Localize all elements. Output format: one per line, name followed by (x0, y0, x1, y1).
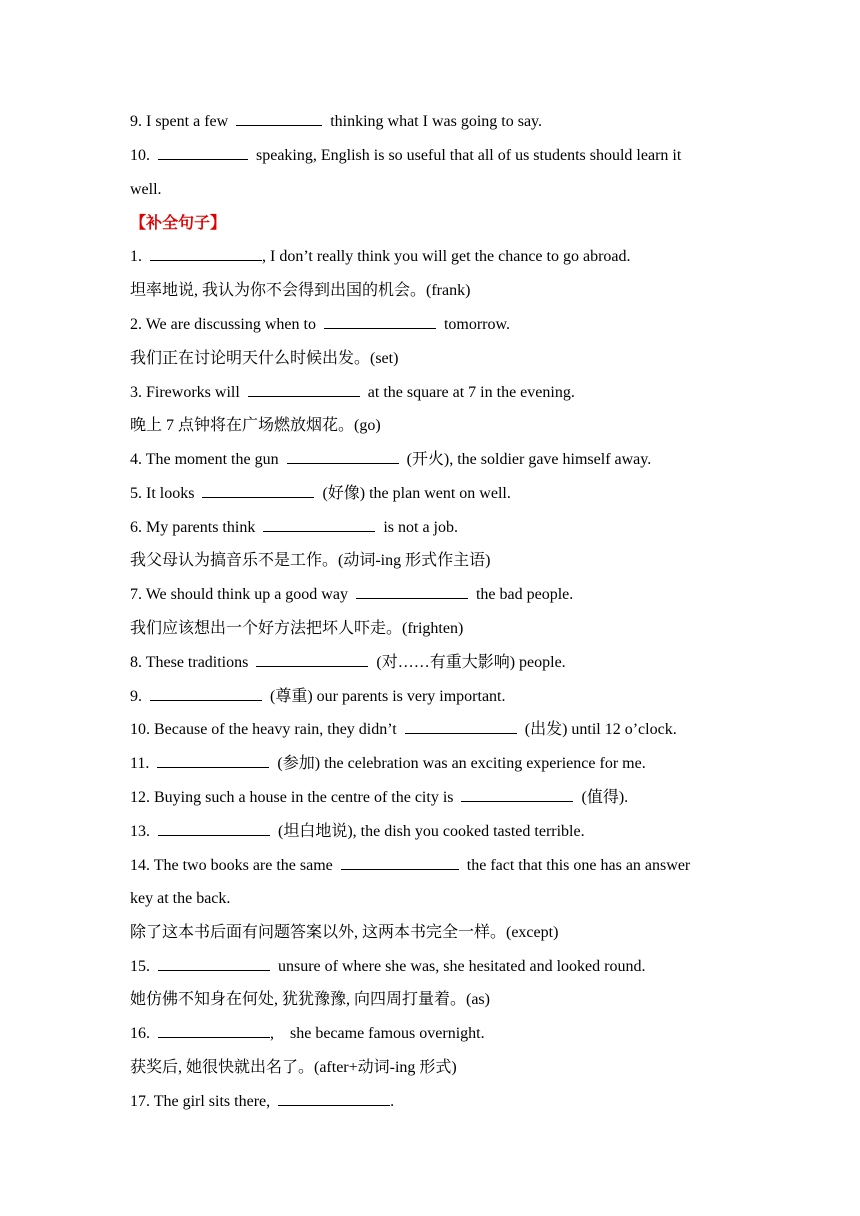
answer-blank[interactable] (150, 259, 262, 261)
sentence-15 (130, 956, 645, 978)
sentence-text-before: 16. (130, 1025, 150, 1042)
sentence-7 (130, 584, 573, 606)
answer-blank[interactable] (248, 395, 360, 397)
sentence-text-before: 7. We should think up a good way (130, 586, 348, 603)
sentence-text-after: (对……有重大影响) people. (376, 654, 566, 671)
item-text-after: speaking, English is so useful that all of us students should learn it (256, 147, 682, 164)
sentence-8 (130, 652, 566, 674)
answer-blank[interactable] (278, 1104, 390, 1106)
word-item-10-continuation (130, 179, 162, 201)
sentence-text-after: (出发) until 12 o’clock. (524, 721, 677, 738)
sentence-11 (130, 753, 646, 775)
answer-blank[interactable] (236, 124, 322, 126)
sentence-text-after: (好像) the plan went on well. (322, 485, 511, 502)
answer-blank[interactable] (263, 530, 375, 532)
sentence-text-after: unsure of where she was, she hesitated and looked round. (278, 958, 646, 975)
sentence-17 (130, 1091, 394, 1113)
answer-blank[interactable] (158, 158, 248, 160)
answer-blank[interactable] (324, 327, 436, 329)
sentence-13 (130, 821, 585, 843)
sentence-text-after: (开火), the soldier gave himself away. (406, 451, 652, 468)
word-item-10 (130, 145, 681, 167)
section-title: 【补全句子】 (130, 213, 227, 232)
sentence-6-hint: 我父母认为搞音乐不是工作。(动词-ing 形式作主语) (130, 552, 491, 569)
item-number: 9. (130, 113, 142, 130)
sentence-text-after: the bad people. (475, 586, 574, 603)
sentence-text-after: (参加) the celebration was an exciting experience for me. (277, 755, 646, 772)
sentence-text-before: 8. These traditions (130, 654, 249, 671)
answer-blank[interactable] (341, 868, 459, 870)
sentence-15-hint: 她仿佛不知身在何处, 犹犹豫豫, 向四周打量着。(as) (130, 991, 490, 1008)
sentence-text-after: is not a job. (383, 519, 458, 536)
sentence-text-after: tomorrow. (443, 316, 510, 333)
sentence-14 (130, 855, 690, 877)
sentence-text-after: (尊重) our parents is very important. (270, 688, 506, 705)
sentence-text-before: 13. (130, 823, 150, 840)
answer-blank[interactable] (158, 1036, 270, 1038)
sentence-2 (130, 314, 510, 336)
sentence-text-before: 10. Because of the heavy rain, they didn’t (130, 721, 397, 738)
word-item-9 (130, 111, 542, 133)
sentence-text-before: 15. (130, 958, 150, 975)
sentence-text-before: 11. (130, 755, 150, 772)
sentence-text-after: , she became famous overnight. (270, 1025, 485, 1042)
item-text-after: thinking what I was going to say. (330, 113, 543, 130)
sentence-3 (130, 382, 575, 404)
item-text-before: I spent a few (146, 113, 229, 130)
sentence-12 (130, 787, 628, 809)
sentence-7-hint: 我们应该想出一个好方法把坏人吓走。(frighten) (130, 620, 464, 637)
sentence-16-hint: 获奖后, 她很快就出名了。(after+动词-ing 形式) (130, 1059, 457, 1076)
sentence-text-before: 5. It looks (130, 485, 195, 502)
sentence-14-hint: 除了这本书后面有问题答案以外, 这两本书完全一样。(except) (130, 924, 559, 941)
sentence-text-after: the fact that this one has an answer (466, 857, 691, 874)
sentence-text-after: (坦白地说), the dish you cooked tasted terrible. (278, 823, 585, 840)
sentence-10 (130, 719, 677, 741)
sentence-text-before: 9. (130, 688, 142, 705)
sentence-6 (130, 517, 458, 539)
answer-blank[interactable] (356, 597, 468, 599)
sentence-text-before: 4. The moment the gun (130, 451, 279, 468)
answer-blank[interactable] (157, 766, 269, 768)
sentence-text-before: 17. The girl sits there, (130, 1093, 271, 1110)
sentence-text-after: (值得). (581, 789, 629, 806)
sentence-text-before: 12. Buying such a house in the centre of the city is (130, 789, 454, 806)
answer-blank[interactable] (256, 665, 368, 667)
item-number: 10. (130, 147, 150, 164)
answer-blank[interactable] (461, 800, 573, 802)
sentence-4 (130, 449, 651, 471)
sentence-text-before: 2. We are discussing when to (130, 316, 316, 333)
sentence-text-before: 14. The two books are the same (130, 857, 333, 874)
sentence-9 (130, 686, 506, 708)
sentence-text-after: . (390, 1093, 395, 1110)
sentence-text-before: 1. (130, 248, 142, 265)
sentence-1-hint: 坦率地说, 我认为你不会得到出国的机会。(frank) (130, 282, 471, 299)
sentence-text-before: 6. My parents think (130, 519, 256, 536)
answer-blank[interactable] (405, 732, 517, 734)
answer-blank[interactable] (158, 834, 270, 836)
sentence-text-after: , I don’t really think you will get the chance to go abroad. (262, 248, 631, 265)
sentence-16 (130, 1023, 485, 1045)
sentence-5 (130, 483, 511, 505)
sentence-text-before: 3. Fireworks will (130, 384, 240, 401)
sentence-14-continuation: key at the back. (130, 890, 231, 907)
sentence-2-hint: 我们正在讨论明天什么时候出发。(set) (130, 350, 399, 367)
sentence-text-after: at the square at 7 in the evening. (367, 384, 575, 401)
answer-blank[interactable] (202, 496, 314, 498)
sentence-3-hint: 晚上 7 点钟将在广场燃放烟花。(go) (130, 417, 381, 434)
answer-blank[interactable] (150, 699, 262, 701)
item-continuation: well. (130, 181, 162, 198)
sentence-1 (130, 246, 631, 268)
answer-blank[interactable] (158, 969, 270, 971)
answer-blank[interactable] (287, 462, 399, 464)
